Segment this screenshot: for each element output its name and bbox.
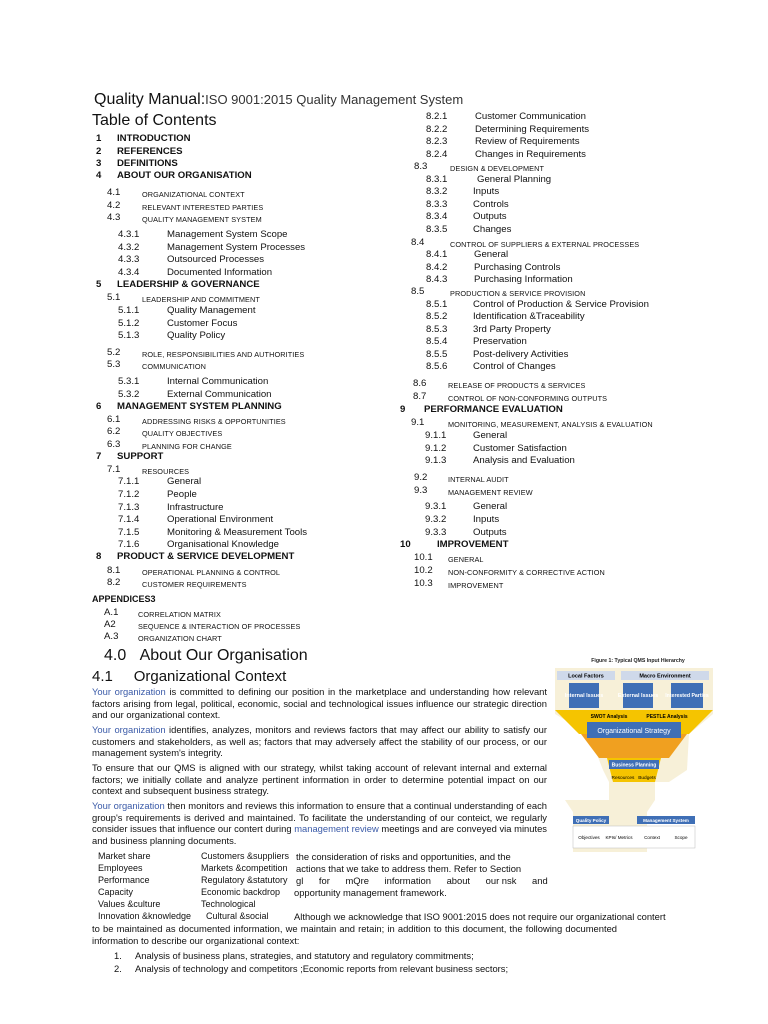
toc-entry-number: 9.1.3 xyxy=(425,455,447,466)
toc-entry-title: Quality Management xyxy=(167,305,256,316)
toc-entry-title: Control of Changes xyxy=(473,361,556,372)
toc-entry-title: Determining Requirements xyxy=(475,124,590,135)
toc-entry-title: Infrastructure xyxy=(167,502,224,513)
toc-entry-title: Purchasing Information xyxy=(474,274,573,285)
toc-entry[interactable] xyxy=(118,376,269,389)
context-paragraph xyxy=(92,686,547,721)
toc-entry-title: Internal Communication xyxy=(167,376,269,387)
toc-entry-title: Post-delivery Activities xyxy=(473,349,569,360)
toc-entry-title: General xyxy=(473,430,508,441)
toc-entry-number: 6.2 xyxy=(107,426,121,437)
paragraph-text: meetings and are conveyed via minutes and business planning documents. xyxy=(92,823,547,846)
toc-entry[interactable] xyxy=(426,262,561,275)
org-name-highlight: Your organization xyxy=(92,800,165,811)
toc-entry-number: 5.3.1 xyxy=(118,376,140,387)
toc-entry[interactable] xyxy=(107,565,281,578)
toc-entry-number: 8.4.1 xyxy=(426,249,448,260)
toc-entry-title: CUSTOMER REQUIREMENTS xyxy=(142,580,247,589)
toc-entry-number: 6.3 xyxy=(107,439,121,450)
external-issues-label: External Issues xyxy=(617,693,659,699)
toc-entry-title: Changes xyxy=(473,224,512,235)
toc-entry-title: Customer Focus xyxy=(167,318,238,329)
pestle-label: PESTLE Analysis xyxy=(646,714,688,720)
toc-entry-title: Documented Information xyxy=(167,267,273,278)
toc-entry-title: General xyxy=(474,249,509,260)
toc-entry-number: 5.2 xyxy=(107,347,121,358)
toc-entry-number: 4.3 xyxy=(107,212,121,223)
toc-entry[interactable] xyxy=(96,170,252,183)
toc-entry[interactable] xyxy=(414,472,509,485)
toc-entry[interactable] xyxy=(107,439,232,452)
factor-internal: Values &culture xyxy=(98,899,161,909)
toc-entry-number: 8.3.4 xyxy=(426,211,448,222)
toc-entry-number: 4 xyxy=(96,170,102,181)
toc-entry-title: General xyxy=(473,501,508,512)
appendix-title: SEQUENCE & INTERACTION OF PROCESSES xyxy=(138,622,301,631)
toc-entry-title: Monitoring & Measurement Tools xyxy=(167,527,308,538)
appendix-entry[interactable] xyxy=(104,619,301,632)
toc-entry-number: 9 xyxy=(400,404,406,415)
toc-entry[interactable] xyxy=(426,136,580,149)
toc-entry-number: 10.3 xyxy=(414,578,433,589)
header-title: Quality Manual: xyxy=(94,91,206,108)
toc-entry-title: Customer Communication xyxy=(475,111,586,122)
toc-entry-title: PLANNING FOR CHANGE xyxy=(142,442,232,451)
toc-entry-number: 9.3.2 xyxy=(425,514,447,525)
toc-entry-title: COMMUNICATION xyxy=(142,362,206,371)
toc-entry-title: INTERNAL AUDIT xyxy=(448,475,509,484)
toc-entry-number: 10.1 xyxy=(414,552,433,563)
toc-entry[interactable] xyxy=(426,186,500,199)
toc-entry[interactable] xyxy=(107,200,264,213)
toc-entry-title: Organisational Knowledge xyxy=(167,539,280,550)
org-name-highlight: Your organization xyxy=(92,686,166,697)
toc-entry-title: Review of Requirements xyxy=(475,136,580,147)
interested-parties-label: Interested Parties xyxy=(665,693,709,699)
toc-entry-number: 7.1.3 xyxy=(118,502,140,513)
factor-side-text: Although we acknowledge that ISO 9001:2015 does not require our organizational contert xyxy=(294,911,666,922)
toc-entry[interactable] xyxy=(118,489,197,502)
paragraph-text: identifies, analyzes, monitors and reviews factors that may affect our ability to satisfy our customers and stakeholders, as well as; factors that may adversely affect the stability of our process, or our management system's integrity. xyxy=(92,724,547,759)
toc-entry-title: CONTROL OF SUPPLIERS & EXTERNAL PROCESSES xyxy=(450,240,640,249)
toc-entry-number: 8.7 xyxy=(413,391,427,402)
list-text: Analysis of technology and competitors ;Economic reports from relevant business sectors; xyxy=(135,963,509,974)
toc-entry-number: 7.1 xyxy=(107,464,121,475)
toc-entry[interactable] xyxy=(426,274,573,287)
toc-entry[interactable] xyxy=(96,133,191,146)
toc-entry-number: 5.3 xyxy=(107,359,121,370)
toc-entry-title: RESOURCES xyxy=(142,467,190,476)
internal-issues-label: Internal Issues xyxy=(564,693,604,699)
toc-entry-title: PRODUCTION & SERVICE PROVISION xyxy=(450,289,586,298)
toc-entry-title: DEFINITIONS xyxy=(117,158,178,169)
org-name-highlight: Your organization xyxy=(92,724,166,735)
toc-entry-title: Outputs xyxy=(473,211,507,222)
toc-entry[interactable] xyxy=(118,254,265,267)
toc-entry-title: PRODUCT & SERVICE DEVELOPMENT xyxy=(117,551,295,562)
toc-entry-title: Control of Production & Service Provision xyxy=(473,299,649,310)
toc-entry[interactable] xyxy=(426,324,551,337)
paragraph-text: is committed to defining our position in the marketplace and understanding how relevant factors arising from legal, political, economic, social and technological issues influence our strategic direction and our organizational context. xyxy=(92,686,548,721)
after-table-text: to be maintained as documented information, we maintain and retain; in addition to this document, the following documented information to describe our organizational context: xyxy=(92,923,617,946)
toc-entry-title: Analysis and Evaluation xyxy=(473,455,575,466)
toc-entry-number: 7 xyxy=(96,451,102,462)
toc-entry-number: 8.5.5 xyxy=(426,349,448,360)
toc-entry-title: ORGANIZATIONAL CONTEXT xyxy=(142,190,245,199)
toc-entry-number: 8.5.2 xyxy=(426,311,448,322)
factor-side-text: actions that we take to address them. Refer to Section xyxy=(296,863,522,874)
toc-entry[interactable] xyxy=(118,229,288,242)
toc-entry-number: 10.2 xyxy=(414,565,433,576)
toc-entry[interactable] xyxy=(426,199,509,212)
toc-entry-number: 8.3 xyxy=(414,161,428,172)
toc-entry[interactable] xyxy=(426,249,509,262)
toc-entry[interactable] xyxy=(426,111,586,124)
toc-entry-number: 4.1 xyxy=(107,187,121,198)
toc-entry[interactable] xyxy=(425,527,507,540)
toc-entry-title: OPERATIONAL PLANNING & CONTROL xyxy=(142,568,281,577)
toc-entry-number: 8.5.4 xyxy=(426,336,448,347)
toc-entry-title: QUALITY MANAGEMENT SYSTEM xyxy=(142,215,262,224)
toc-entry[interactable] xyxy=(414,485,533,498)
toc-entry[interactable] xyxy=(107,347,305,360)
toc-entry-title: PERFORMANCE EVALUATION xyxy=(424,404,563,415)
toc-entry-title: INTRODUCTION xyxy=(117,133,191,144)
toc-entry-number: 9.3.3 xyxy=(425,527,447,538)
toc-entry[interactable] xyxy=(118,267,273,280)
toc-entry-number: 4.3.2 xyxy=(118,242,140,253)
quality-policy-label: Quality Policy xyxy=(575,818,607,823)
factor-external: Economic backdrop xyxy=(201,887,281,897)
toc-entry[interactable] xyxy=(107,187,245,200)
toc-entry[interactable] xyxy=(426,224,512,237)
toc-entry-number: 7.1.1 xyxy=(118,476,140,487)
toc-entry-number: 8.2.2 xyxy=(426,124,448,135)
toc-entry-title: Preservation xyxy=(473,336,527,347)
toc-entry-title: 3rd Party Property xyxy=(473,324,551,335)
toc-entry[interactable] xyxy=(107,292,260,305)
paragraph-text: then monitors and reviews this information to ensure that a continual understanding of each group's requirements is derived and maintained. To facilitate the understanding of our conteict, we regularly consider issues that influence our contert during xyxy=(92,800,547,835)
toc-entry-title: Identification &Traceability xyxy=(473,311,585,322)
toc-entry-number: 8.3.2 xyxy=(426,186,448,197)
toc-entry[interactable] xyxy=(414,578,504,591)
budgets-label: Budgets xyxy=(638,776,656,781)
section-title: Organizational Context xyxy=(133,668,287,685)
toc-entry[interactable] xyxy=(118,476,202,489)
toc-entry-number: 9.1 xyxy=(411,417,425,428)
toc-entry-title: MONITORING, MEASUREMENT, ANALYSIS & EVALUATION xyxy=(448,420,653,429)
context-paragraph xyxy=(92,762,547,797)
context-label: Context xyxy=(644,835,660,840)
toc-entry-title: RELEASE OF PRODUCTS & SERVICES xyxy=(448,381,586,390)
toc-entry-number: 5.1.3 xyxy=(118,330,140,341)
appendix-number: A.3 xyxy=(104,631,119,642)
toc-entry-number: 9.3 xyxy=(414,485,428,496)
toc-entry-title: REFERENCES xyxy=(117,146,183,157)
toc-entry[interactable] xyxy=(426,361,556,374)
appendix-title: ORGANIZATION CHART xyxy=(138,634,222,643)
toc-entry-number: 7.1.5 xyxy=(118,527,140,538)
toc-entry-number: 9.3.1 xyxy=(425,501,447,512)
toc-entry[interactable] xyxy=(426,349,569,362)
list-number: 1. xyxy=(114,950,122,961)
list-number: 2. xyxy=(114,963,122,974)
toc-entry-number: 6.1 xyxy=(107,414,121,425)
toc-entry[interactable] xyxy=(400,404,563,417)
scope-label: Scope xyxy=(674,835,688,840)
toc-entry-number: 7.1.6 xyxy=(118,539,140,550)
toc-entry[interactable] xyxy=(425,430,508,443)
toc-entry-title: Management System Processes xyxy=(167,242,306,253)
toc-entry-number: 4.3.4 xyxy=(118,267,140,278)
toc-entry-title: Quality Policy xyxy=(167,330,226,341)
section-number: 4.0 xyxy=(104,647,127,664)
swot-label: SWOT Analysis xyxy=(590,714,628,720)
context-paragraph xyxy=(92,800,547,846)
toc-entry-title: LEADERSHIP AND COMMITMENT xyxy=(142,295,260,304)
toc-entry-number: 6 xyxy=(96,401,102,412)
toc-entry[interactable] xyxy=(426,211,507,224)
toc-entry-number: 8.1 xyxy=(107,565,121,576)
toc-entry[interactable] xyxy=(96,401,282,414)
toc-entry-title: GENERAL xyxy=(448,555,484,564)
toc-entry-title: NON-CONFORMITY & CORRECTIVE ACTION xyxy=(448,568,605,577)
toc-entry[interactable] xyxy=(118,242,306,255)
toc-entry[interactable] xyxy=(426,311,585,324)
toc-entry[interactable] xyxy=(414,565,605,578)
kpis-label: KPIs/ Metrics xyxy=(605,835,633,840)
toc-entry[interactable] xyxy=(118,305,256,318)
factor-external: Technological xyxy=(201,899,256,909)
toc-entry-number: 5.1.2 xyxy=(118,318,140,329)
appendices-label: APPENDICES3 xyxy=(92,594,156,604)
toc-entry[interactable] xyxy=(96,158,178,171)
toc-entry[interactable] xyxy=(118,389,272,402)
toc-entry-title: Outsourced Processes xyxy=(167,254,265,265)
factor-external: Customers &suppliers xyxy=(201,851,290,861)
toc-entry[interactable] xyxy=(107,414,286,427)
toc-entry[interactable] xyxy=(426,174,552,187)
toc-entry[interactable] xyxy=(425,501,508,514)
toc-entry-number: 9.1.1 xyxy=(425,430,447,441)
toc-entry-title: Controls xyxy=(473,199,509,210)
toc-entry-title: General xyxy=(167,476,202,487)
toc-entry-number: 8.2.4 xyxy=(426,149,448,160)
factor-external: Cultural &social xyxy=(206,911,269,921)
section-number: 4.1 xyxy=(92,668,113,685)
section-4-0-heading xyxy=(104,647,308,665)
factor-external: Markets &competition xyxy=(201,863,288,873)
business-planning-label: Business Planning xyxy=(611,762,657,769)
toc-entry[interactable] xyxy=(118,502,224,515)
toc-entry-title: ADDRESSING RISKS & OPPORTUNITIES xyxy=(142,417,286,426)
toc-entry-title: ROLE, RESPONSIBILITIES AND AUTHORITIES xyxy=(142,350,305,359)
toc-entry[interactable] xyxy=(413,378,586,391)
toc-entry-number: 9.1.2 xyxy=(425,443,447,454)
toc-entry[interactable] xyxy=(425,443,567,456)
toc-entry[interactable] xyxy=(118,539,280,552)
toc-entry-number: 3 xyxy=(96,158,102,169)
header-subtitle: ISO 9001:2015 Quality Management System xyxy=(205,92,464,107)
toc-entry[interactable] xyxy=(107,359,206,372)
toc-entry-title: People xyxy=(167,489,197,500)
document-header xyxy=(94,91,463,109)
toc-entry-title: ABOUT OUR ORGANISATION xyxy=(117,170,252,181)
toc-entry-title: Changes in Requirements xyxy=(475,149,586,160)
factor-internal: Market share xyxy=(98,851,151,861)
toc-entry-number: 8.3.5 xyxy=(426,224,448,235)
toc-entry[interactable] xyxy=(118,514,274,527)
appendix-number: A2 xyxy=(104,619,116,630)
toc-entry[interactable] xyxy=(426,124,590,137)
toc-entry[interactable] xyxy=(413,391,608,404)
factor-side-text: gl for mQre information about our nsk and xyxy=(296,875,548,886)
toc-entry-number: 7.1.4 xyxy=(118,514,140,525)
toc-entry-number: 5 xyxy=(96,279,102,290)
macro-environment-label: Macro Environment xyxy=(639,673,691,680)
toc-entry-title: CONTROL OF NON-CONFORMING OUTPUTS xyxy=(448,394,608,403)
toc-entry-number: 8.3.3 xyxy=(426,199,448,210)
toc-entry-title: LEADERSHIP & GOVERNANCE xyxy=(117,279,260,290)
toc-entry[interactable] xyxy=(426,149,586,162)
toc-entry[interactable] xyxy=(107,212,262,225)
toc-entry[interactable] xyxy=(118,318,238,331)
toc-entry-title: QUALITY OBJECTIVES xyxy=(142,429,223,438)
toc-entry-number: 10 xyxy=(400,539,411,550)
toc-entry[interactable] xyxy=(400,539,509,552)
factor-internal: Innovation &knowledge xyxy=(98,911,192,921)
toc-entry-number: 8.4.3 xyxy=(426,274,448,285)
factor-side-text: the consideration of risks and opportunities, and the xyxy=(296,851,511,862)
toc-entry[interactable] xyxy=(425,514,500,527)
toc-entry-title: SUPPORT xyxy=(117,451,164,462)
toc-entry-number: 8 xyxy=(96,551,102,562)
toc-entry-number: 8.2.1 xyxy=(426,111,448,122)
toc-entry-number: 4.3.1 xyxy=(118,229,140,240)
toc-entry-title: General Planning xyxy=(477,174,552,185)
toc-entry[interactable] xyxy=(411,417,653,430)
toc-entry-title: Inputs xyxy=(473,186,500,197)
toc-entry-number: 8.2.3 xyxy=(426,136,448,147)
toc-entry[interactable] xyxy=(96,146,183,159)
factor-internal: Performance xyxy=(98,875,150,885)
paragraph-text: To ensure that our QMS is aligned with our strategy, whilst taking account of relevant internal and external factors; we initially collate and analyze pertinent information in order to determine potential impact on our context and subsequent business strategy. xyxy=(92,762,547,797)
toc-entry-number: 8.5 xyxy=(411,286,425,297)
management-system-label: Management System xyxy=(643,818,689,823)
toc-entry-title: DESIGN & DEVELOPMENT xyxy=(450,164,545,173)
toc-entry-number: 8.4 xyxy=(411,237,425,248)
toc-title: Table of Contents xyxy=(92,112,217,129)
toc-entry-title: IMPROVEMENT xyxy=(448,581,504,590)
toc-entry-number: 8.4.2 xyxy=(426,262,448,273)
toc-entry-number: 5.3.2 xyxy=(118,389,140,400)
toc-entry[interactable] xyxy=(96,551,295,564)
toc-entry-title: Purchasing Controls xyxy=(474,262,561,273)
toc-entry-number: 9.2 xyxy=(414,472,428,483)
toc-entry[interactable] xyxy=(425,455,575,468)
toc-entry[interactable] xyxy=(426,299,649,312)
appendix-number: A.1 xyxy=(104,607,119,618)
toc-entry-title: Management System Scope xyxy=(167,229,288,240)
toc-entry-number: 8.5.3 xyxy=(426,324,448,335)
toc-entry-number: 8.6 xyxy=(413,378,427,389)
toc-entry-title: Inputs xyxy=(473,514,500,525)
toc-entry[interactable] xyxy=(107,464,190,477)
toc-entry[interactable] xyxy=(118,330,226,343)
toc-entry[interactable] xyxy=(96,451,164,464)
appendix-entry[interactable] xyxy=(104,631,222,644)
org-strategy-label: Organizational Strategy xyxy=(597,728,671,735)
toc-entry-title: MANAGEMENT REVIEW xyxy=(448,488,533,497)
toc-entry[interactable] xyxy=(118,527,308,540)
toc-entry-number: 8.2 xyxy=(107,577,121,588)
factor-side-text: opportunity management framework. xyxy=(294,887,447,898)
toc-entry[interactable] xyxy=(411,286,586,299)
section-title: About Our Organisation xyxy=(139,647,308,664)
list-text: Analysis of business plans, strategies, and statutory and regulatory commitments; xyxy=(135,950,474,961)
toc-entry[interactable] xyxy=(107,426,223,439)
toc-entry-number: 8.5.6 xyxy=(426,361,448,372)
toc-entry-number: 4.3.3 xyxy=(118,254,140,265)
section-4-1-heading xyxy=(92,668,286,685)
toc-entry-number: 1 xyxy=(96,133,102,144)
toc-entry-title: Customer Satisfaction xyxy=(473,443,567,454)
toc-entry-number: 2 xyxy=(96,146,102,157)
factor-internal: Employees xyxy=(98,863,143,873)
toc-entry-title: Outputs xyxy=(473,527,507,538)
factor-external: Regulatory &statutory xyxy=(201,875,288,885)
toc-entry-title: IMPROVEMENT xyxy=(437,539,509,550)
toc-entry[interactable] xyxy=(107,577,247,590)
toc-entry-title: MANAGEMENT SYSTEM PLANNING xyxy=(117,401,282,412)
appendix-entry[interactable] xyxy=(104,607,222,620)
toc-entry-number: 4.2 xyxy=(107,200,121,211)
toc-entry[interactable] xyxy=(411,237,640,250)
toc-entry-number: 8.3.1 xyxy=(426,174,448,185)
toc-entry[interactable] xyxy=(96,279,260,292)
local-factors-label: Local Factors xyxy=(568,673,604,680)
toc-entry[interactable] xyxy=(414,552,484,565)
toc-entry[interactable] xyxy=(426,336,527,349)
toc-entry-number: 7.1.2 xyxy=(118,489,140,500)
toc-entry-title: External Communication xyxy=(167,389,272,400)
objectives-label: Objectives xyxy=(578,835,600,840)
factor-internal: Capacity xyxy=(98,887,134,897)
figure-title: Figure 1: Typical QMS Input Hierarchy xyxy=(591,658,685,664)
resources-label: Resources xyxy=(611,776,635,781)
qms-input-hierarchy-figure xyxy=(551,652,715,856)
toc-entry[interactable] xyxy=(414,161,545,174)
appendix-title: CORRELATION MATRIX xyxy=(138,610,222,619)
management-review-highlight: management review xyxy=(294,823,379,835)
toc-entry-number: 8.5.1 xyxy=(426,299,448,310)
toc-entry-title: RELEVANT INTERESTED PARTIES xyxy=(142,203,264,212)
toc-entry-title: Operational Environment xyxy=(167,514,274,525)
toc-entry-number: 5.1.1 xyxy=(118,305,140,316)
toc-entry-number: 5.1 xyxy=(107,292,121,303)
context-paragraph xyxy=(92,724,547,759)
